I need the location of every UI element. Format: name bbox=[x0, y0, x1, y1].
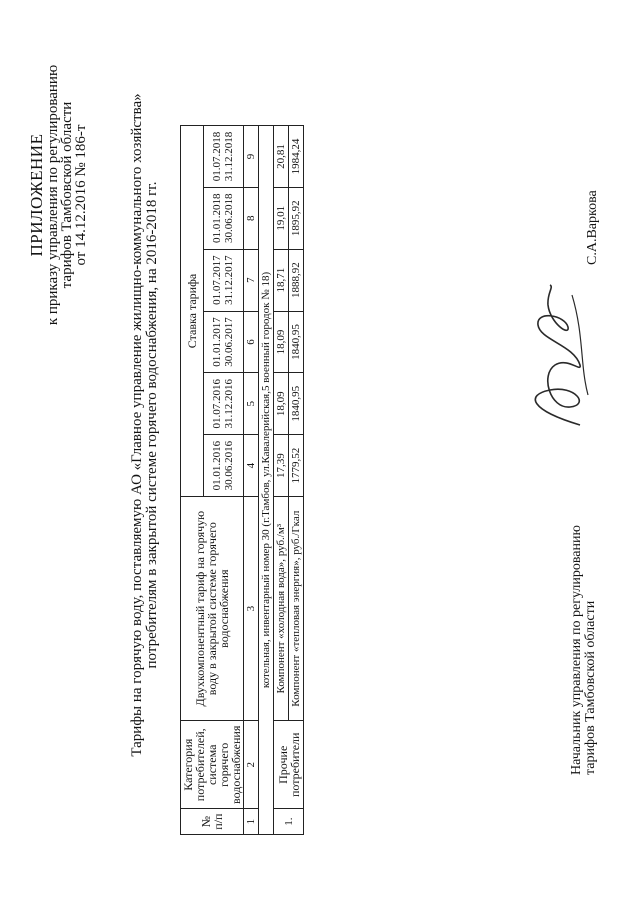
tariff-value: 1888,92 bbox=[289, 249, 304, 311]
row-num: 1. bbox=[274, 809, 304, 835]
header-period: 01.01.2018 30.06.2018 bbox=[203, 187, 244, 249]
appendix-heading: ПРИЛОЖЕНИЕ bbox=[27, 133, 46, 257]
tariff-table bbox=[180, 125, 304, 835]
header-num: № п/п bbox=[181, 809, 244, 835]
tariff-value: 1984,24 bbox=[289, 126, 304, 188]
position-line-1: Начальник управления по регулированию bbox=[569, 525, 584, 775]
tariff-value: 1840,95 bbox=[289, 373, 304, 435]
header-period: 01.07.2016 31.12.2016 bbox=[203, 373, 244, 435]
appendix-line-2: тарифов Тамбовской области bbox=[59, 101, 75, 289]
signatory-name: С.А.Варкова bbox=[585, 190, 600, 265]
signatory-position bbox=[570, 415, 598, 775]
header-period: 01.01.2016 30.06.2016 bbox=[203, 435, 244, 497]
header-period: 01.07.2017 31.12.2017 bbox=[203, 249, 244, 311]
row-category: Прочие потребители bbox=[274, 721, 304, 809]
col-number: 2 bbox=[244, 721, 259, 809]
tariff-value: 18,09 bbox=[274, 311, 289, 373]
col-number: 1 bbox=[244, 809, 259, 835]
tariff-value: 17,39 bbox=[274, 435, 289, 497]
appendix-line-1: к приказу управления по регулированию bbox=[45, 64, 61, 326]
header-rate: Ставка тарифа bbox=[181, 126, 204, 497]
header-period: 01.07.2018 31.12.2018 bbox=[203, 126, 244, 188]
tariff-value: 18,71 bbox=[274, 249, 289, 311]
component-label: Компонент «тепловая энергия», руб./Гкал bbox=[289, 497, 304, 721]
tariff-value: 1840,95 bbox=[289, 311, 304, 373]
header-period: 01.01.2017 30.06.2017 bbox=[203, 311, 244, 373]
document-title bbox=[130, 65, 160, 785]
tariff-value: 1895,92 bbox=[289, 187, 304, 249]
handwritten-signature bbox=[510, 275, 600, 435]
appendix-line-3: от 14.12.2016 № 186-т bbox=[73, 124, 89, 266]
tariff-value: 20,81 bbox=[274, 126, 289, 188]
component-label: Компонент «холодная вода», руб./м³ bbox=[274, 497, 289, 721]
col-number: 8 bbox=[244, 187, 259, 249]
title-line-2: потребителям в закрытой системе горячего водоснабжения, на 2016-2018 гг. bbox=[144, 181, 160, 669]
col-number: 5 bbox=[244, 373, 259, 435]
table-row bbox=[274, 126, 289, 835]
appendix-block bbox=[27, 45, 89, 345]
col-number: 4 bbox=[244, 435, 259, 497]
col-number: 7 bbox=[244, 249, 259, 311]
tariff-value: 19,01 bbox=[274, 187, 289, 249]
col-number: 9 bbox=[244, 126, 259, 188]
section-row: котельная, инвентарный номер 30 (г.Тамбов, ул.Кавалерийская,5 военный городок № 18) bbox=[259, 126, 274, 835]
position-line-2: тарифов Тамбовской области bbox=[583, 600, 598, 775]
title-line-1: Тарифы на горячую воду, поставляемую АО «Главное управление жилищно-коммунального хозяйства» bbox=[129, 93, 145, 757]
col-number: 6 bbox=[244, 311, 259, 373]
header-category: Категория потребителей, система горячего водоснабжения bbox=[181, 721, 244, 809]
tariff-value: 18,09 bbox=[274, 373, 289, 435]
col-number: 3 bbox=[244, 497, 259, 721]
header-two-component: Двухкомпонентный тариф на горячую воду в закрытой системе горячего водоснабжения bbox=[181, 497, 244, 721]
tariff-value: 1779,52 bbox=[289, 435, 304, 497]
